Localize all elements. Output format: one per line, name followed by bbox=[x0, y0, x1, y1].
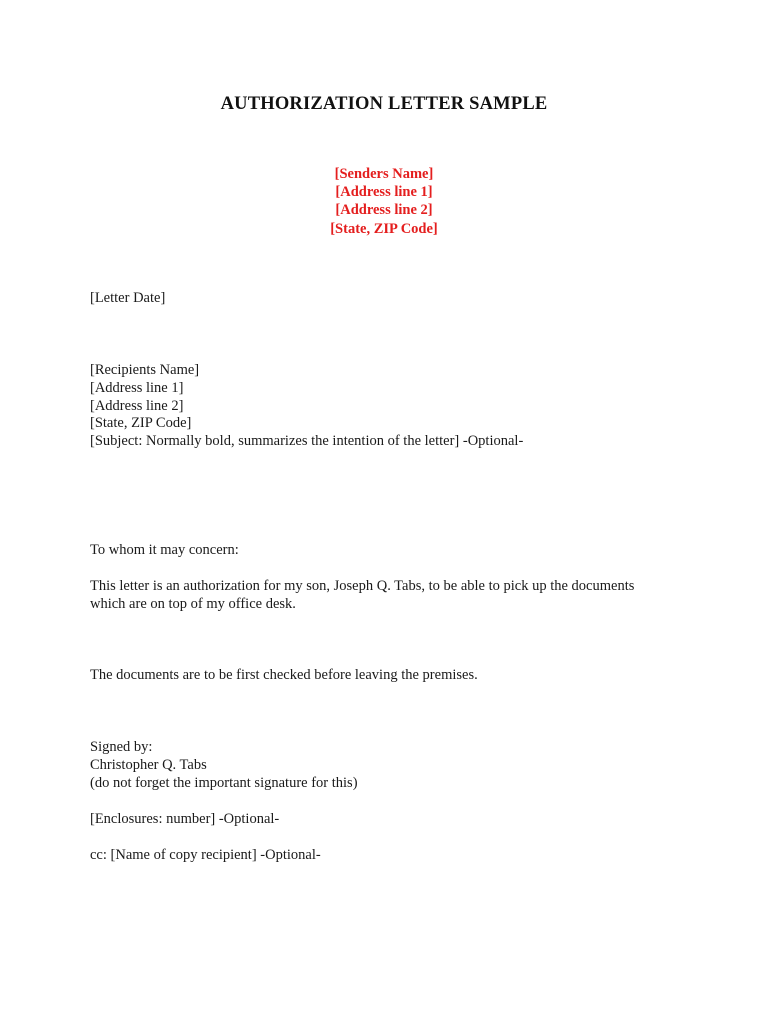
sender-address-line-2: [Address line 2] bbox=[335, 202, 433, 219]
sender-state-zip: [State, ZIP Code] bbox=[330, 220, 438, 237]
signer-name: Christopher Q. Tabs bbox=[90, 756, 207, 773]
enclosures-line: [Enclosures: number] -Optional- bbox=[90, 811, 280, 827]
paragraph-line: This letter is an authorization for my son, Joseph Q. Tabs, to be able to pick up the documents bbox=[90, 578, 635, 594]
letter-date: [Letter Date] bbox=[90, 290, 166, 306]
subject-line: [Subject: Normally bold, summarizes the intention of the letter] -Optional- bbox=[90, 433, 524, 450]
cc-line: cc: [Name of copy recipient] -Optional- bbox=[90, 847, 321, 863]
sender-address-line-1: [Address line 1] bbox=[335, 184, 433, 201]
recipient-state-zip: [State, ZIP Code] bbox=[90, 415, 192, 432]
sender-block bbox=[0, 165, 768, 238]
recipient-address-line-2: [Address line 2] bbox=[90, 397, 184, 414]
recipient-address-line-1: [Address line 1] bbox=[90, 379, 184, 396]
paragraph-authorization bbox=[90, 578, 634, 614]
document-title: AUTHORIZATION LETTER SAMPLE bbox=[220, 94, 548, 114]
salutation: To whom it may concern: bbox=[90, 542, 239, 558]
paragraph-line: which are on top of my office desk. bbox=[90, 595, 296, 612]
signed-by-label: Signed by: bbox=[90, 739, 153, 755]
recipient-name: [Recipients Name] bbox=[90, 362, 200, 378]
signature-note: (do not forget the important signature for this) bbox=[90, 774, 358, 791]
paragraph-documents-check: The documents are to be first checked before leaving the premises. bbox=[90, 667, 478, 683]
sender-name: [Senders Name] bbox=[334, 166, 434, 182]
signoff-block bbox=[90, 739, 358, 792]
recipient-block bbox=[90, 362, 523, 451]
